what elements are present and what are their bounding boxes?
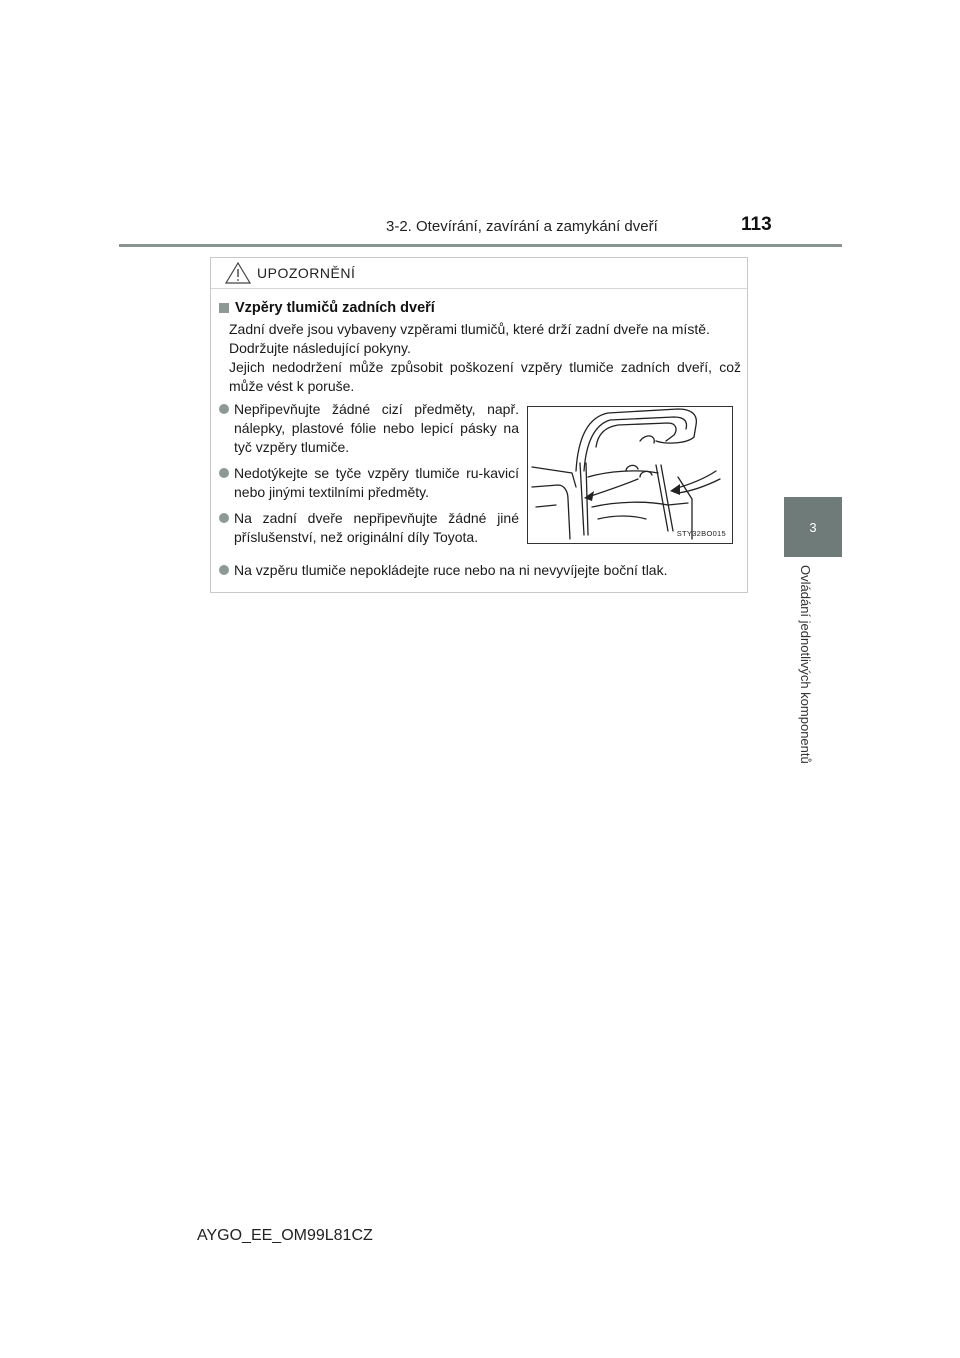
bullet-dot-icon (219, 404, 229, 414)
figure-code: STY32BO015 (676, 529, 726, 538)
chapter-number: 3 (809, 519, 817, 535)
damper-strut-illustration (527, 406, 733, 544)
caution-box (210, 257, 748, 593)
bullet-dot-icon (219, 565, 229, 575)
page-number: 113 (741, 214, 772, 235)
paragraph-line: Dodržujte následující pokyny. (229, 340, 411, 356)
caution-header (211, 258, 747, 289)
section-title: 3-2. Otevírání, zavírání a zamykání dveří (386, 218, 658, 235)
caution-label: UPOZORNĚNÍ (257, 265, 356, 281)
warning-triangle-icon (225, 262, 251, 284)
bullet-text: Na vzpěru tlumiče nepokládejte ruce nebo na ni nevyvíjejte boční tlak. (234, 562, 668, 578)
header-divider (119, 244, 842, 247)
bullet-text: Nedotýkejte se tyče vzpěry tlumiče ru-kavicí nebo jinými textilními předměty. (234, 465, 519, 500)
list-item (219, 400, 519, 457)
heading-text: Vzpěry tlumičů zadních dveří (235, 300, 435, 316)
square-bullet-icon (219, 303, 229, 313)
list-item (219, 561, 739, 580)
bullet-list (219, 400, 519, 554)
document-code: AYGO_EE_OM99L81CZ (197, 1227, 373, 1244)
section-heading (219, 300, 435, 316)
bullet-text: Nepřipevňujte žádné cizí předměty, např. nálepky, plastové fólie nebo lepicí pásky na tyč vzpěry tlumiče. (234, 401, 519, 455)
bullet-text: Na zadní dveře nepřipevňujte žádné jiné příslušenství, než originální díly Toyota. (234, 510, 519, 545)
list-item (219, 509, 519, 547)
paragraph-line: Jejich nedodržení může způsobit poškození vzpěry tlumiče zadních dveří, což může vést k poruše. (229, 359, 741, 394)
list-item (219, 464, 519, 502)
paragraph-line: Zadní dveře jsou vybaveny vzpěrami tlumičů, které drží zadní dveře na místě. (229, 321, 710, 337)
chapter-title: Ovládání jednotlivých komponentů (798, 565, 813, 764)
caution-paragraph (229, 320, 741, 396)
chapter-tab (784, 497, 842, 557)
bullet-dot-icon (219, 513, 229, 523)
tailgate-drawing (528, 407, 732, 543)
bullet-dot-icon (219, 468, 229, 478)
